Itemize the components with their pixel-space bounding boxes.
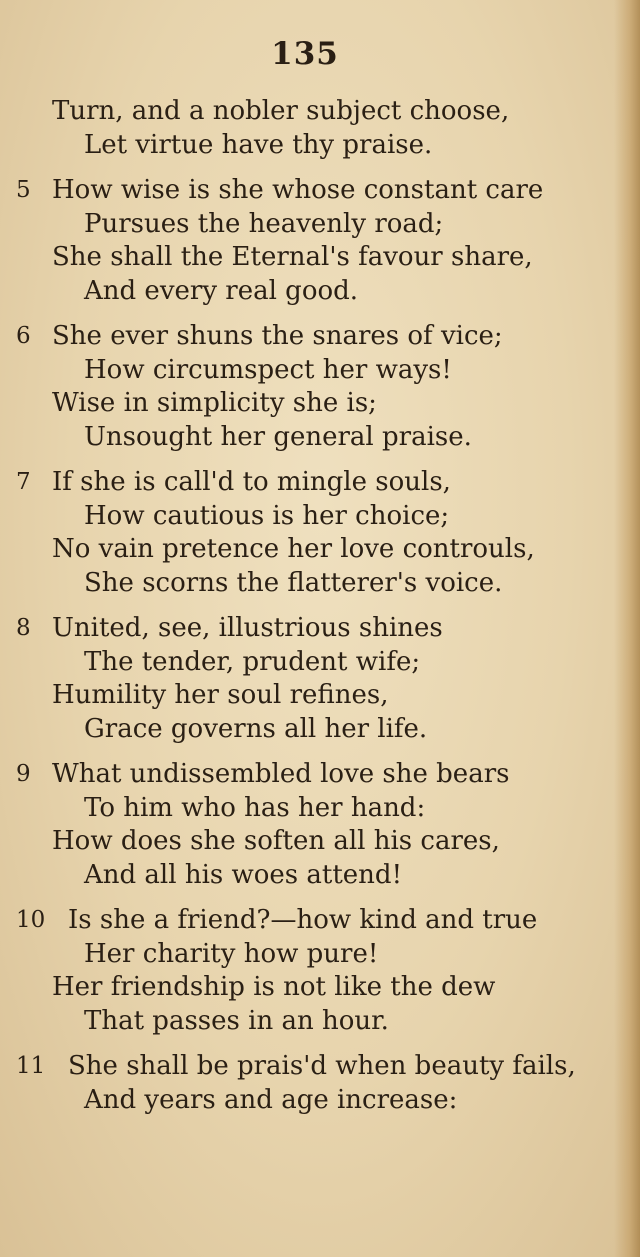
- line-text: How cautious is her choice;: [84, 500, 450, 531]
- line-text: That passes in an hour.: [84, 1005, 389, 1036]
- hymn-text: [0, 95, 620, 1117]
- line-text: What undissembled love she bears: [52, 759, 510, 789]
- line-text: How does she soften all his cares,: [52, 826, 500, 856]
- verse-number: 7: [16, 469, 31, 495]
- hymn-line: [0, 129, 620, 163]
- line-text: Grace governs all her life.: [84, 713, 428, 744]
- hymn-line: [0, 758, 620, 792]
- line-text: She scorns the flatterer's voice.: [84, 567, 503, 598]
- hymn-line: [0, 500, 620, 534]
- line-text: She shall the Eternal's favour share,: [52, 242, 533, 272]
- hymn-line: [0, 421, 620, 455]
- verse-number: 5: [16, 177, 31, 203]
- line-text: Wise in simplicity she is;: [52, 388, 377, 418]
- hymn-line: [0, 904, 620, 938]
- hymn-line: [0, 208, 620, 242]
- hymn-line: [0, 1050, 620, 1084]
- verse-number: 8: [16, 615, 31, 641]
- hymn-line: [0, 612, 620, 646]
- line-text: She shall be prais'd when beauty fails,: [68, 1051, 576, 1081]
- hymn-line: [0, 859, 620, 893]
- hymn-line: [0, 1005, 620, 1039]
- verse-number: 9: [16, 761, 31, 787]
- verse-number: 10: [16, 907, 46, 933]
- line-text: How wise is she whose constant care: [52, 175, 544, 205]
- line-text: Humility her soul refines,: [52, 680, 389, 710]
- line-text: No vain pretence her love controuls,: [52, 534, 535, 564]
- hymn-line: [0, 971, 620, 1005]
- line-text: Is she a friend?—how kind and true: [68, 905, 538, 935]
- hymn-line: [0, 1084, 620, 1118]
- hymn-line: [0, 713, 620, 747]
- verse-number: 6: [16, 323, 31, 349]
- hymn-line: [0, 533, 620, 567]
- verse-number: 11: [16, 1053, 46, 1079]
- line-text: How circumspect her ways!: [84, 354, 452, 385]
- line-text: Her charity how pure!: [84, 938, 379, 969]
- line-text: She ever shuns the snares of vice;: [52, 321, 503, 351]
- hymn-line: [0, 938, 620, 972]
- line-text: If she is call'd to mingle souls,: [52, 467, 451, 497]
- hymn-line: [0, 792, 620, 826]
- line-text: And all his woes attend!: [84, 859, 403, 890]
- line-text: United, see, illustrious shines: [52, 613, 443, 643]
- hymn-line: [0, 825, 620, 859]
- hymn-line: [0, 466, 620, 500]
- page-number: 135: [271, 36, 339, 72]
- hymn-line: [0, 320, 620, 354]
- hymn-line: [0, 241, 620, 275]
- line-text: Turn, and a nobler subject choose,: [52, 96, 510, 126]
- line-text: To him who has her hand:: [84, 792, 426, 823]
- hymn-line: [0, 567, 620, 601]
- line-text: The tender, prudent wife;: [84, 646, 421, 677]
- line-text: Let virtue have thy praise.: [84, 129, 433, 160]
- hymn-line: [0, 275, 620, 309]
- hymn-line: [0, 387, 620, 421]
- line-text: And every real good.: [84, 275, 359, 306]
- line-text: Unsought her general praise.: [84, 421, 472, 452]
- hymn-line: [0, 174, 620, 208]
- hymn-line: [0, 95, 620, 129]
- line-text: Pursues the heavenly road;: [84, 208, 444, 239]
- hymn-line: [0, 679, 620, 713]
- hymn-line: [0, 354, 620, 388]
- line-text: And years and age increase:: [84, 1084, 458, 1115]
- hymn-line: [0, 646, 620, 680]
- line-text: Her friendship is not like the dew: [52, 972, 496, 1002]
